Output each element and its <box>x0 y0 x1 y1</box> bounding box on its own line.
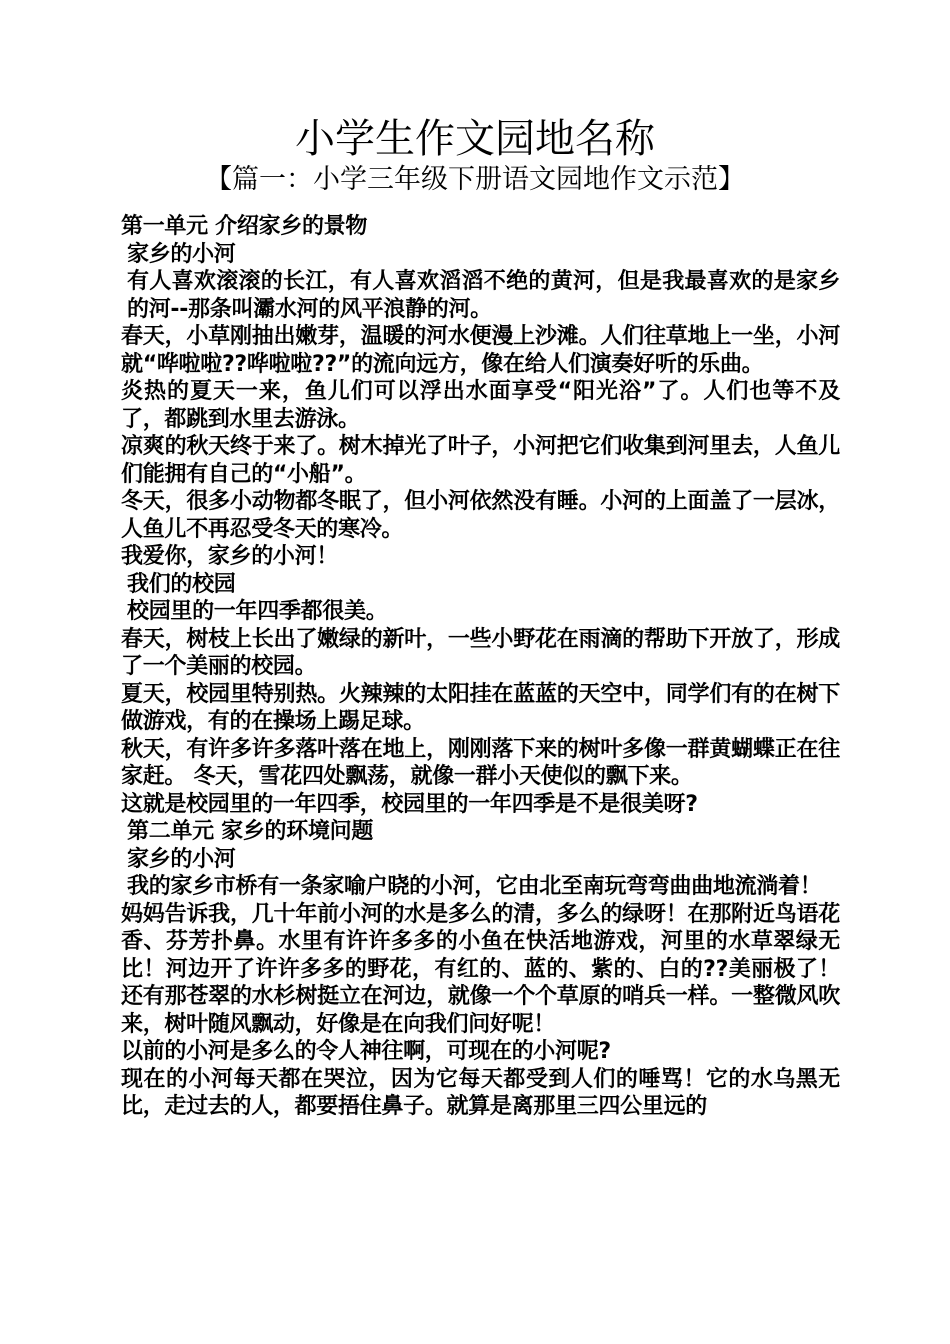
essay-title: 家乡的小河 <box>127 846 236 872</box>
paragraph: 我爱你，家乡的小河！ <box>121 544 339 569</box>
paragraph: 现在的小河每天都在哭泣，因为它每天都受到人们的唾骂！它的水乌黑无比，走过去的人，都要捂住鼻子。就算是离那里三四公里远的 <box>121 1066 840 1119</box>
essay-title: 我们的校园 <box>127 571 236 597</box>
document-subtitle: 【篇一：小学三年级下册语文园地作文示范】 <box>205 164 745 195</box>
paragraph: 秋天，有许多许多落叶落在地上，刚刚落下来的树叶多像一群黄蝴蝶正在往家赶。 冬天，雪花四处飘荡，就像一群小天使似的飘下来。 <box>121 736 840 789</box>
paragraph: 校园里的一年四季都很美。 <box>127 599 388 624</box>
paragraph: 冬天，很多小动物都冬眠了，但小河依然没有睡。小河的上面盖了一层冰，人鱼儿不再忍受冬天的寒冷。 <box>121 489 840 542</box>
paragraph: 炎热的夏天一来，鱼儿们可以浮出水面享受“阳光浴”了。人们也等不及了，都跳到水里去游泳。 <box>121 379 840 432</box>
document-title: 小学生作文园地名称 <box>295 116 655 162</box>
paragraph: 以前的小河是多么的令人神往啊，可现在的小河呢? <box>121 1039 611 1064</box>
paragraph: 有人喜欢滚滚的长江，有人喜欢滔滔不绝的黄河，但是我最喜欢的是家乡的河--那条叫灞水河的风平浪静的河。 <box>127 269 840 322</box>
section-heading-unit-1: 第一单元 介绍家乡的景物 <box>121 214 368 239</box>
paragraph: 春天，树枝上长出了嫩绿的新叶，一些小野花在雨滴的帮助下开放了，形成了一个美丽的校园。 <box>121 626 840 679</box>
document-body <box>115 213 840 1121</box>
paragraph: 凉爽的秋天终于来了。树木掉光了叶子，小河把它们收集到河里去，人鱼儿们能拥有自己的“小船”。 <box>121 434 840 487</box>
paragraph: 这就是校园里的一年四季，校园里的一年四季是不是很美呀? <box>121 791 698 817</box>
section-heading-unit-2: 第二单元 家乡的环境问题 <box>127 819 374 844</box>
paragraph: 我的家乡市桥有一条家喻户晓的小河，它由北至南玩弯弯曲曲地流淌着！ <box>127 874 822 899</box>
essay-title: 家乡的小河 <box>127 241 236 267</box>
paragraph: 春天，小草刚抽出嫩芽，温暖的河水便漫上沙滩。人们往草地上一坐，小河就“哗啦啦??哗啦啦??”的流向远方，像在给人们演奏好听的乐曲。 <box>121 324 840 377</box>
paragraph: 妈妈告诉我，几十年前小河的水是多么的清，多么的绿呀！在那附近鸟语花香、芬芳扑鼻。水里有许许多多的小鱼在快活地游戏，河里的水草翠绿无比！河边开了许许多多的野花，有红的、蓝的、紫的、白的??美丽极了！还有那苍翠的水杉树挺立在河边，就像一个个草原的哨兵一样。一整微风吹来，树叶随风飘动，好像是在向我们问好呢！ <box>121 901 840 1037</box>
paragraph: 夏天，校园里特别热。火辣辣的太阳挂在蓝蓝的天空中，同学们有的在树下做游戏，有的在操场上踢足球。 <box>121 681 840 734</box>
